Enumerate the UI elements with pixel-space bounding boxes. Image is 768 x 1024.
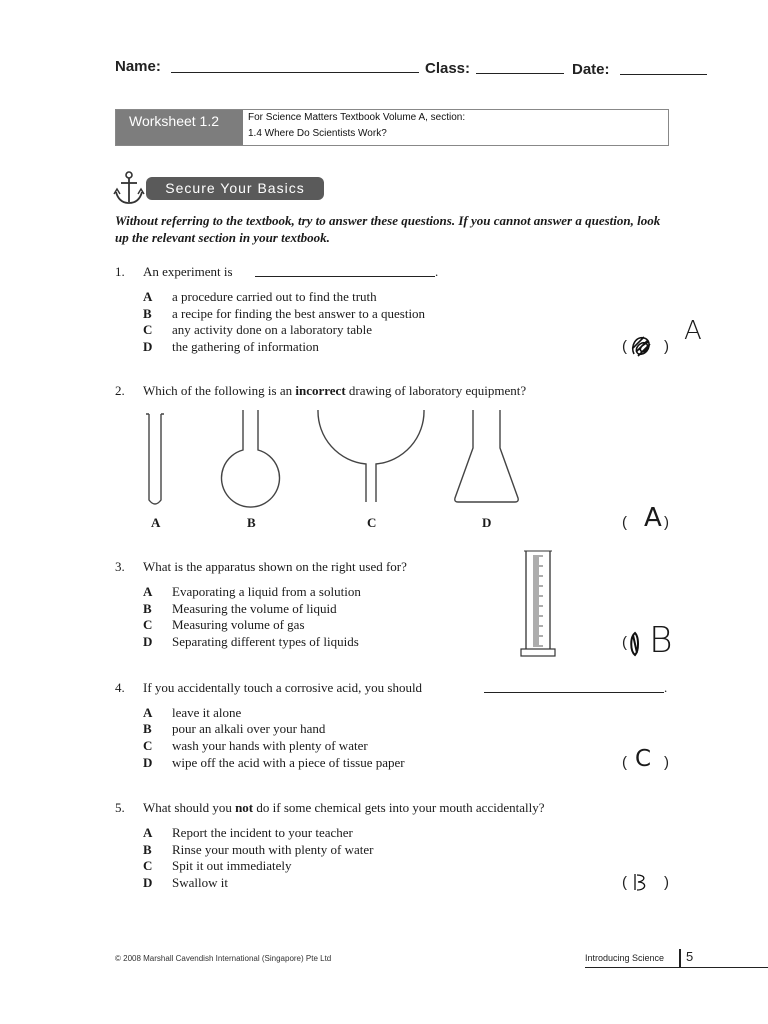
q1-paren-close: ) — [664, 338, 669, 355]
section-title: Secure Your Basics — [146, 177, 324, 200]
q2-answer: A — [644, 503, 662, 533]
q2-text: Which of the following is an incorrect drawing of laboratory equipment? — [143, 383, 527, 398]
q4-opt-d-letter: D — [143, 755, 153, 770]
q4-opt-a-text: leave it alone — [172, 705, 242, 720]
q5-opt-b-letter: B — [143, 842, 152, 857]
q1-opt-a-text: a procedure carried out to find the truth — [172, 289, 377, 304]
q4-paren-close: ) — [664, 754, 669, 771]
q4-opt-c-letter: C — [143, 738, 153, 753]
q3-opt-c-text: Measuring volume of gas — [172, 617, 305, 632]
q1-scribble-icon — [628, 332, 656, 362]
q4-opt-a-letter: A — [143, 705, 153, 720]
q2-paren-close: ) — [664, 514, 669, 531]
q1-text: An experiment is — [143, 264, 233, 279]
q4-opt-b-text: pour an alkali over your hand — [172, 721, 326, 736]
q1-opt-d-letter: D — [143, 339, 153, 354]
test-tube-icon — [146, 414, 164, 504]
q5-paren-close: ) — [664, 874, 669, 891]
q1-paren-open: ( — [622, 338, 627, 355]
conical-flask-icon — [455, 410, 518, 502]
q4-number: 4. — [115, 680, 125, 695]
q3-opt-a-text: Evaporating a liquid from a solution — [172, 584, 361, 599]
q5-opt-a-letter: A — [143, 825, 153, 840]
q2-label-b: B — [247, 515, 256, 530]
name-label: Name: — [115, 58, 161, 75]
worksheet-ref-line1: For Science Matters Textbook Volume A, section: — [248, 112, 466, 123]
q4-text: If you accidentally touch a corrosive acid, you should — [143, 680, 423, 695]
q1-answer: A — [684, 316, 702, 346]
q1-opt-b-text: a recipe for finding the best answer to a question — [172, 306, 426, 321]
q4-opt-d-text: wipe off the acid with a piece of tissue paper — [172, 755, 405, 770]
intro-text: Without referring to the textbook, try to answer these questions. If you cannot answer a question, look up the relevant section in your textbook. — [115, 213, 661, 245]
name-field[interactable] — [171, 72, 419, 73]
q3-opt-d-text: Separating different types of liquids — [172, 634, 359, 649]
q5-opt-c-text: Spit it out immediately — [172, 858, 292, 873]
q5-opt-d-text: Swallow it — [172, 875, 228, 890]
q4-paren-open: ( — [622, 754, 627, 771]
q2-label-a: A — [151, 515, 161, 530]
q5-opt-a-text: Report the incident to your teacher — [172, 825, 353, 840]
q3-opt-b-text: Measuring the volume of liquid — [172, 601, 337, 616]
q3-opt-b-letter: B — [143, 601, 152, 616]
class-label: Class: — [425, 60, 471, 77]
q5-text: What should you not do if some chemical gets into your mouth accidentally? — [143, 800, 545, 815]
measuring-cylinder-icon — [520, 548, 556, 660]
q4-blank[interactable] — [484, 692, 664, 693]
anchor-icon — [113, 171, 145, 207]
q3-number: 3. — [115, 559, 125, 574]
date-field[interactable] — [620, 74, 707, 75]
q3-paren-open: ( — [622, 634, 627, 651]
q5-answer-handwritten — [632, 872, 650, 892]
footer-book-title: Introducing Science — [585, 953, 665, 963]
funnel-icon — [318, 410, 424, 502]
q2-number: 2. — [115, 383, 125, 398]
q1-opt-a-letter: A — [143, 289, 153, 304]
q3-opt-a-letter: A — [143, 584, 153, 599]
footer-page-number: 5 — [686, 949, 694, 964]
q4-answer: C — [635, 746, 652, 772]
q1-opt-c-text: any activity done on a laboratory table — [172, 322, 372, 337]
q5-opt-d-letter: D — [143, 875, 153, 890]
q1-opt-d-text: the gathering of information — [172, 339, 319, 354]
q5-number: 5. — [115, 800, 125, 815]
q1-period: . — [435, 264, 439, 279]
footer-rule — [585, 967, 768, 968]
q5-opt-b-text: Rinse your mouth with plenty of water — [172, 842, 374, 857]
date-label: Date: — [572, 61, 610, 78]
q4-opt-c-text: wash your hands with plenty of water — [172, 738, 368, 753]
q2-paren-open: ( — [622, 514, 627, 531]
round-flask-icon — [222, 410, 280, 507]
q3-text: What is the apparatus shown on the right used for? — [143, 559, 407, 574]
worksheet-tag: Worksheet 1.2 — [116, 110, 243, 145]
q1-opt-c-letter: C — [143, 322, 153, 337]
q5-opt-c-letter: C — [143, 858, 153, 873]
q1-opt-b-letter: B — [143, 306, 152, 321]
footer-divider — [679, 949, 681, 968]
q3-opt-c-letter: C — [143, 617, 153, 632]
lab-equipment-drawings — [140, 408, 540, 510]
worksheet-ref-line2: 1.4 Where Do Scientists Work? — [248, 128, 387, 139]
q1-blank[interactable] — [255, 276, 435, 277]
footer-copyright: © 2008 Marshall Cavendish International (Singapore) Pte Ltd — [115, 954, 332, 963]
q5-paren-open: ( — [622, 874, 627, 891]
q2-label-d: D — [482, 515, 492, 530]
q5-answer — [632, 872, 633, 873]
q4-period: . — [664, 680, 668, 695]
q1-number: 1. — [115, 264, 125, 279]
q3-opt-d-letter: D — [143, 634, 153, 649]
q4-opt-b-letter: B — [143, 721, 152, 736]
q3-mark-icon — [628, 631, 642, 657]
class-field[interactable] — [476, 73, 564, 74]
q2-label-c: C — [367, 515, 377, 530]
q3-answer: B — [649, 620, 673, 661]
